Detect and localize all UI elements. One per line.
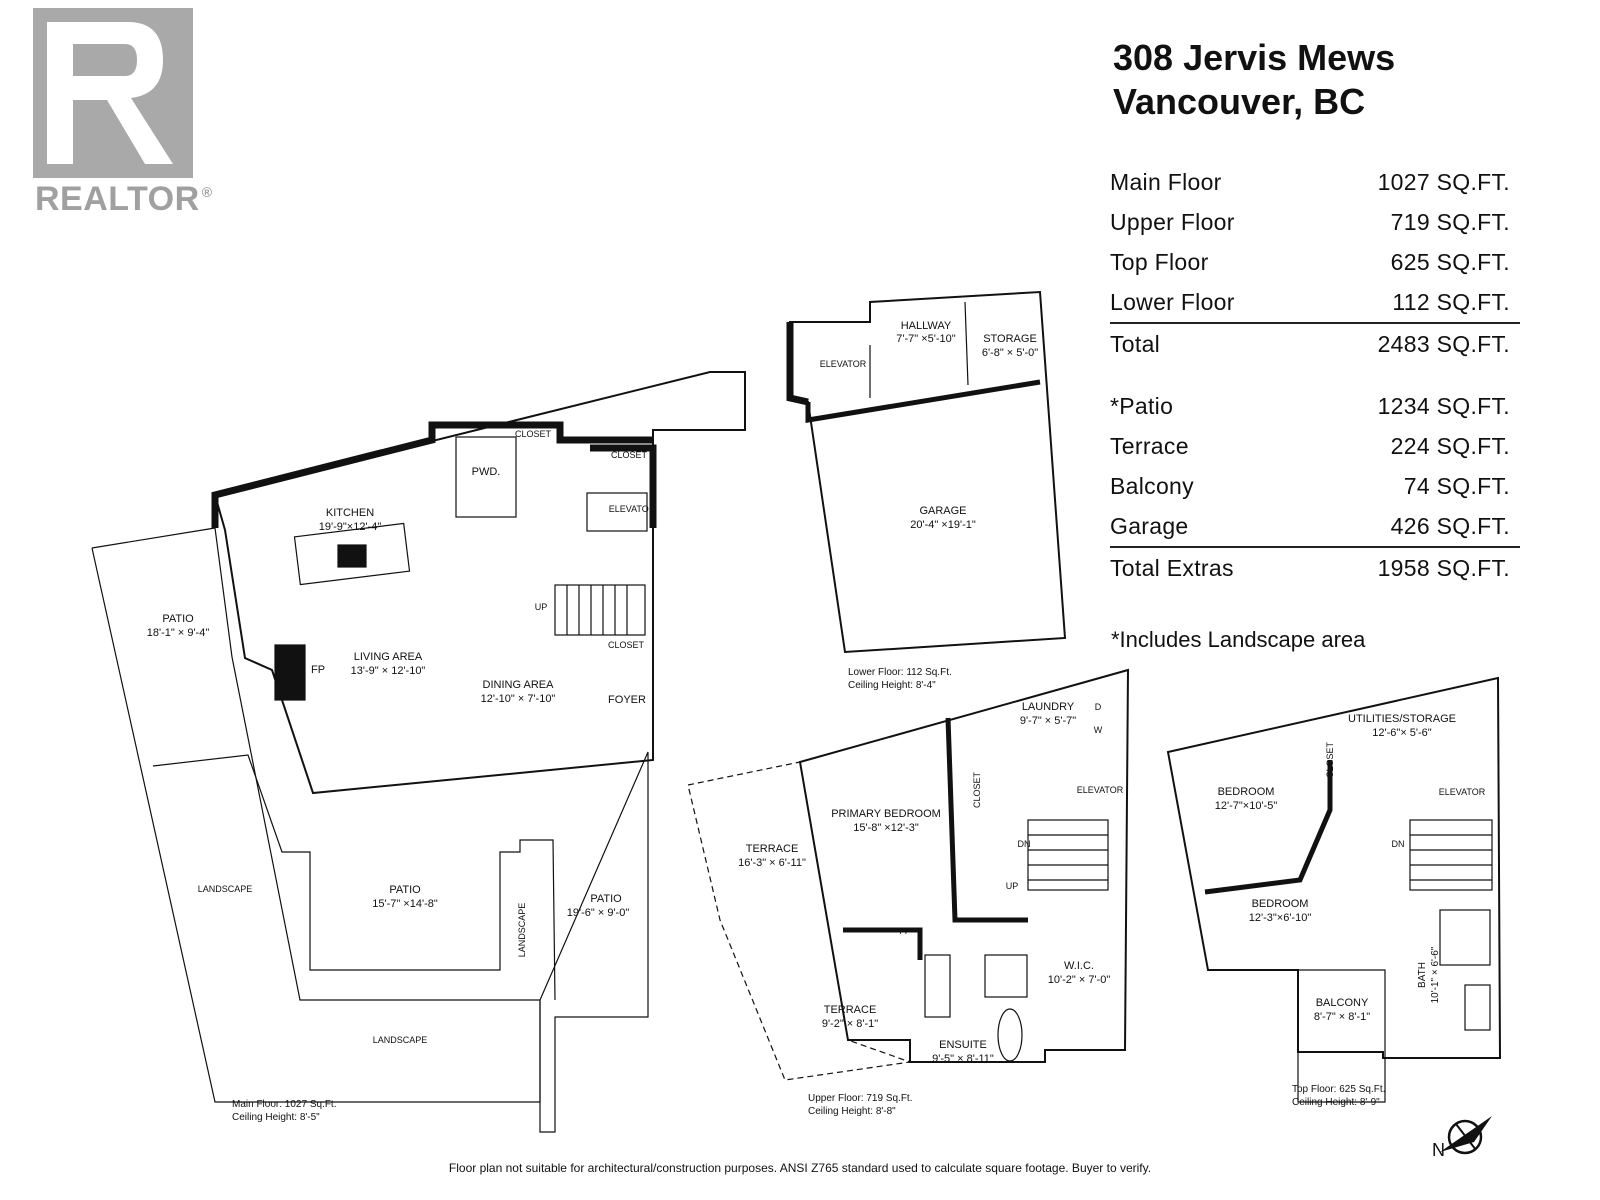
upper-floor-ceiling: Ceiling Height: 8'-8" <box>808 1106 896 1117</box>
primary-bedroom-label: PRIMARY BEDROOM <box>831 808 941 820</box>
top-floor-ceiling: Ceiling Height: 8'-9" <box>1292 1097 1380 1108</box>
main-floor-caption: Main Floor: 1027 Sq.Ft. <box>232 1099 337 1110</box>
top-shower <box>1440 910 1490 965</box>
utilities-label: UTILITIES/STORAGE <box>1348 713 1456 725</box>
ensuite-dim: 9'-5" × 8'-11" <box>932 1053 994 1065</box>
bedroom-label: BEDROOM <box>1217 786 1275 798</box>
garage-dim: 20'-4" ×19'-1" <box>910 519 976 531</box>
patio-label: PATIO <box>590 893 622 905</box>
terrace-label: TERRACE <box>823 1004 877 1016</box>
shower <box>985 955 1027 997</box>
top-vanity <box>1465 985 1490 1030</box>
elevator-label: ELEVATOR <box>1438 787 1486 797</box>
main-floor-outline <box>215 372 745 793</box>
patio-outline-right <box>540 752 648 1132</box>
extra-label: Total Extras <box>1110 555 1234 581</box>
extra-value: 1958 SQ.FT. <box>1377 555 1510 581</box>
fp-label: FP <box>899 926 911 936</box>
area-value: 2483 SQ.FT. <box>1377 331 1510 357</box>
vanity <box>925 955 950 1017</box>
landscape-note: *Includes Landscape area <box>1111 627 1366 652</box>
closet-label: CLOSET <box>972 771 982 809</box>
foyer-label: FOYER <box>608 694 646 706</box>
wic-dim: 10'-2" × 7'-0" <box>1047 974 1111 986</box>
patio-dim: 15'-7" ×14'-8" <box>372 898 438 910</box>
top-floor-caption: Top Floor: 625 Sq.Ft. <box>1292 1084 1386 1095</box>
hallway-dim: 7'-7" ×5'-10" <box>896 333 956 345</box>
closet-label: CLOSET <box>610 450 648 460</box>
storage-label: STORAGE <box>983 333 1037 345</box>
terrace-dim: 16'-3" × 6'-11" <box>738 857 806 869</box>
up-label: UP <box>534 602 548 612</box>
laundry-dim: 9'-7" × 5'-7" <box>1019 715 1077 727</box>
utilities-dim: 12'-6"× 5'-6" <box>1372 727 1432 739</box>
area-label: Total <box>1110 331 1161 357</box>
top-floor-plan <box>1168 678 1500 1102</box>
pwd-label: PWD. <box>471 466 501 478</box>
bedroom-label: BEDROOM <box>1251 898 1309 910</box>
area-value: 625 SQ.FT. <box>1390 249 1510 275</box>
bedroom-dim: 12'-3"×6'-10" <box>1248 912 1312 924</box>
extra-label: Balcony <box>1110 473 1194 499</box>
extra-value: 1234 SQ.FT. <box>1377 393 1510 419</box>
patio-dim: 18'-1" × 9'-4" <box>146 627 210 639</box>
storage-wall <box>965 302 968 385</box>
bath-label: BATH <box>1417 962 1428 988</box>
patio-outline <box>92 528 540 1102</box>
realtor-text: REALTOR <box>35 180 200 218</box>
closet-label: CLOSET <box>514 429 552 439</box>
hallway-label: HALLWAY <box>900 320 952 332</box>
balcony-dim: 8'-7" × 8'-1" <box>1313 1011 1371 1023</box>
up-label: UP <box>1005 881 1019 891</box>
garage-label: GARAGE <box>919 505 967 517</box>
bath-dim: 10'-1" × 6'-6" <box>1430 946 1441 1004</box>
garage-wall <box>808 382 1040 420</box>
lower-floor-caption: Lower Floor: 112 Sq.Ft. <box>848 667 952 678</box>
upper-floor-plan <box>688 670 1128 1080</box>
area-value: 1027 SQ.FT. <box>1377 169 1510 195</box>
extra-value: 224 SQ.FT. <box>1390 433 1510 459</box>
patio-label: PATIO <box>389 884 421 896</box>
wic-label: W.I.C. <box>1064 960 1094 972</box>
dn-label: DN <box>1391 839 1405 849</box>
dryer-label: D <box>1094 702 1102 712</box>
area-value: 719 SQ.FT. <box>1390 209 1510 235</box>
dining-dim: 12'-10" × 7'-10" <box>480 693 556 705</box>
area-label: Upper Floor <box>1110 209 1235 235</box>
upper-floor-caption: Upper Floor: 719 Sq.Ft. <box>808 1093 913 1104</box>
balcony-outline <box>1298 970 1385 1102</box>
landscape-label: LANDSCAPE <box>517 902 527 958</box>
kitchen-dim: 19'-9"×12'-4" <box>318 521 382 533</box>
laundry-label: LAUNDRY <box>1021 701 1075 713</box>
main-stairs <box>555 585 645 635</box>
fireplace <box>275 645 305 700</box>
dn-label: DN <box>1017 839 1031 849</box>
closet-label: CLOSET <box>607 640 645 650</box>
registered-mark: ® <box>201 184 213 200</box>
top-stairs <box>1410 820 1492 890</box>
extra-label: Terrace <box>1110 433 1189 459</box>
living-dim: 13'-9" × 12'-10" <box>350 665 426 677</box>
elevator-label: ELEVATOR <box>819 359 867 369</box>
living-label: LIVING AREA <box>353 651 423 663</box>
extra-value: 74 SQ.FT. <box>1403 473 1510 499</box>
bedroom-dim: 12'-7"×10'-5" <box>1214 800 1278 812</box>
landscape-label: LANDSCAPE <box>372 1035 428 1045</box>
dining-label: DINING AREA <box>482 679 554 691</box>
primary-bedroom-dim: 15'-8" ×12'-3" <box>853 822 919 834</box>
washer-label: W <box>1093 725 1103 735</box>
area-value: 112 SQ.FT. <box>1392 289 1510 315</box>
terrace-dim: 9'-2" × 8'-1" <box>821 1018 879 1030</box>
main-floor-ceiling: Ceiling Height: 8'-5" <box>232 1112 320 1123</box>
upper-stairs <box>1028 820 1108 890</box>
landscape-label: LANDSCAPE <box>197 884 253 894</box>
lower-thick-wall <box>790 322 808 402</box>
ensuite-label: ENSUITE <box>939 1039 987 1051</box>
fp-label: FP <box>310 664 326 676</box>
entry-wall <box>590 448 653 528</box>
terrace-label: TERRACE <box>745 843 799 855</box>
area-label: Main Floor <box>1110 169 1222 195</box>
closet-label: CLOSET <box>1325 741 1335 779</box>
bathtub <box>998 1009 1022 1061</box>
lower-floor-plan <box>790 292 1065 652</box>
extra-label: Garage <box>1110 513 1189 539</box>
city-line: Vancouver, BC <box>1113 81 1366 122</box>
landscape-inner <box>153 755 555 1000</box>
disclaimer: Floor plan not suitable for architectural/construction purposes. ANSI Z765 standard used to calculate square footage. Buyer to verify. <box>448 1161 1152 1175</box>
top-interior-wall <box>1205 760 1330 892</box>
cooktop <box>338 545 366 567</box>
extra-value: 426 SQ.FT. <box>1390 513 1510 539</box>
area-label: Top Floor <box>1110 249 1209 275</box>
kitchen-label: KITCHEN <box>325 507 375 519</box>
elevator-label: ELEVATOR <box>1076 785 1124 795</box>
balcony-label: BALCONY <box>1315 997 1369 1009</box>
main-floor-plan <box>92 372 745 1132</box>
lower-floor-ceiling: Ceiling Height: 8'-4" <box>848 680 936 691</box>
elevator-label: ELEVATOR <box>608 504 656 514</box>
lower-floor-outline <box>790 292 1065 652</box>
patio-dim: 19'-6" × 9'-0" <box>566 907 630 919</box>
north-label: N <box>1432 1140 1445 1160</box>
extra-label: *Patio <box>1110 393 1174 419</box>
patio-label: PATIO <box>162 613 194 625</box>
address-line: 308 Jervis Mews <box>1113 37 1396 78</box>
storage-dim: 6'-8" × 5'-0" <box>981 347 1039 359</box>
area-label: Lower Floor <box>1110 289 1235 315</box>
